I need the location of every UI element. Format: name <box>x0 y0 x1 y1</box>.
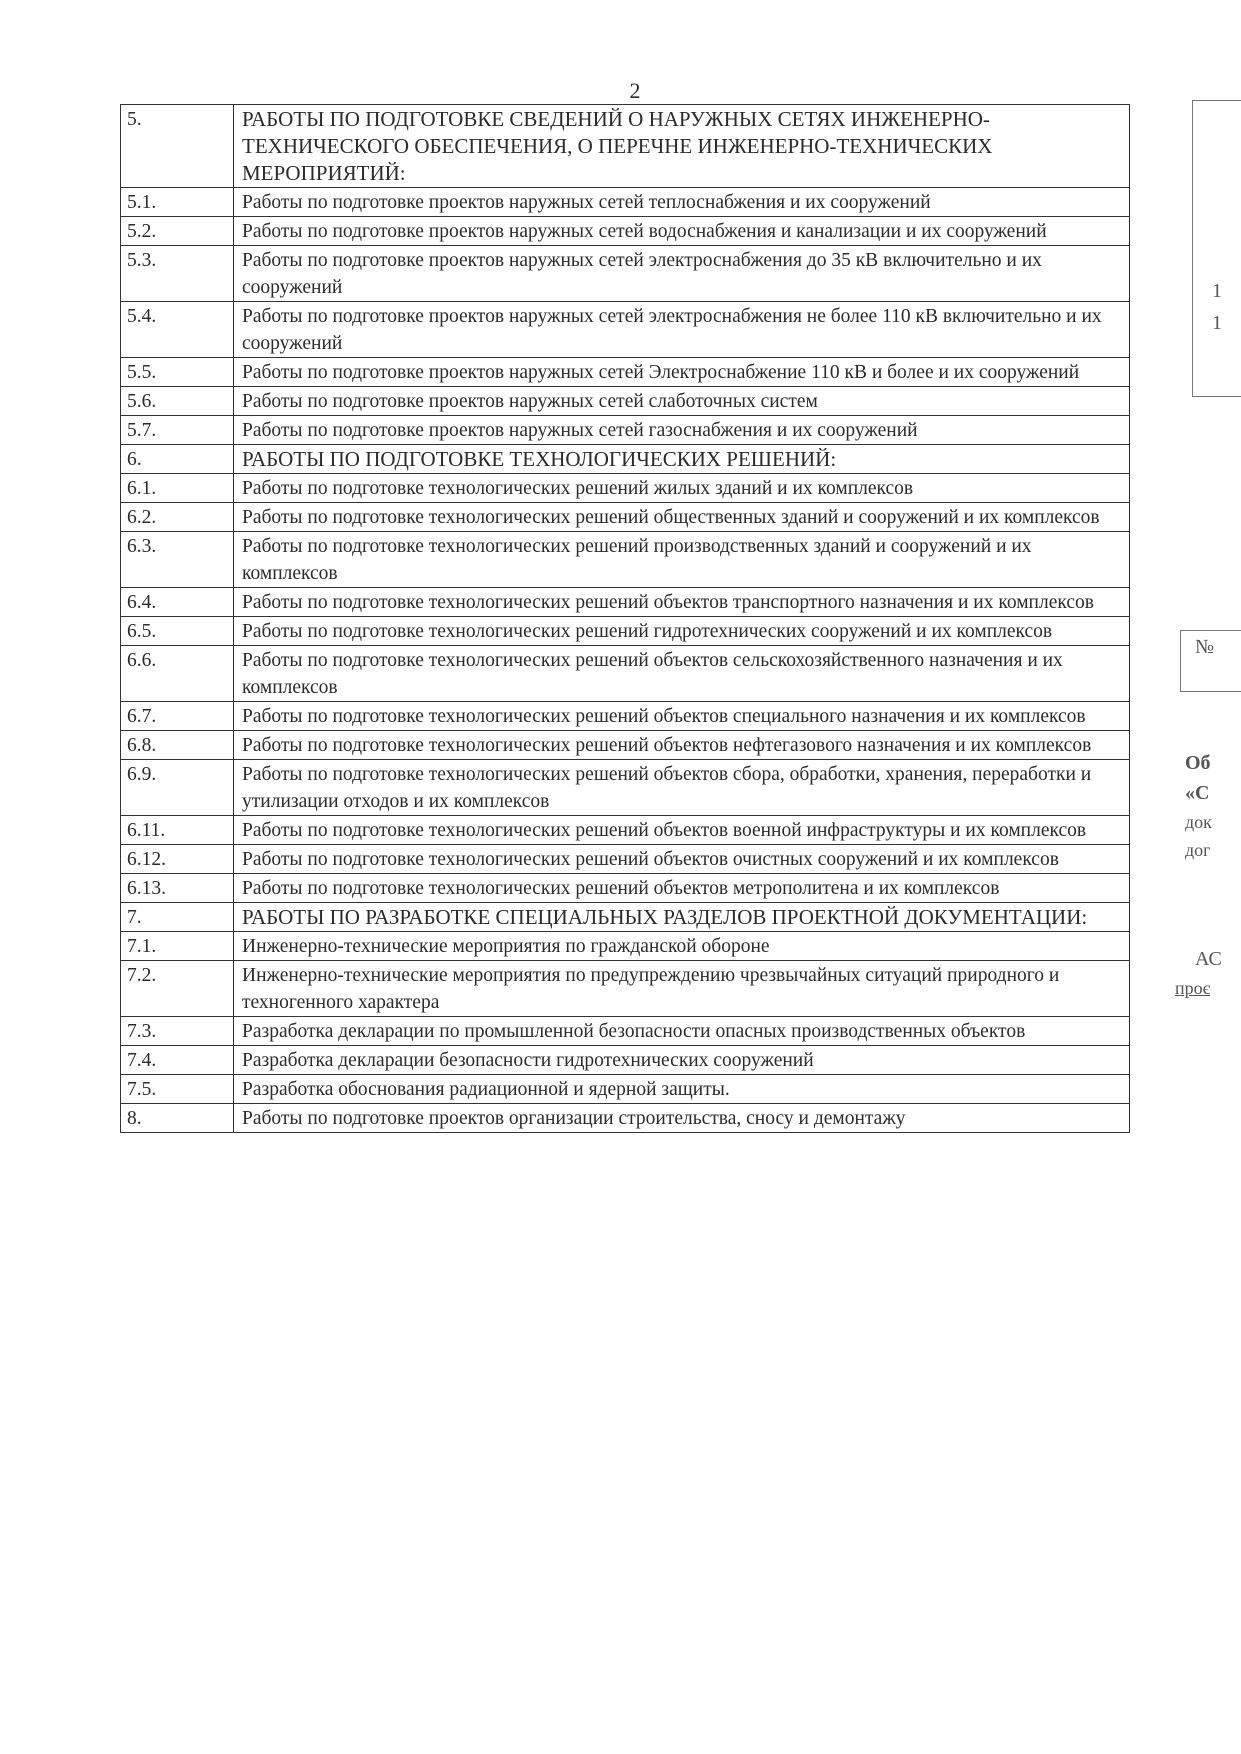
item-number: 6.12. <box>121 845 234 874</box>
item-number: 5.6. <box>121 387 234 416</box>
work-description: Работы по подготовке проектов организации строительства, сносу и демонтажу <box>234 1104 1130 1133</box>
item-number: 6. <box>121 445 234 474</box>
adjacent-page-fragment: «С <box>1185 782 1210 804</box>
works-table <box>120 104 1130 1133</box>
table-row <box>121 532 1130 588</box>
item-number: 6.6. <box>121 646 234 702</box>
work-description: Работы по подготовке технологических решений объектов нефтегазового назначения и их комплексов <box>234 731 1130 760</box>
table-row <box>121 246 1130 302</box>
work-description: Работы по подготовке технологических решений объектов сельскохозяйственного назначения и их комплексов <box>234 646 1130 702</box>
work-description: Инженерно-технические мероприятия по гражданской обороне <box>234 932 1130 961</box>
item-number: 6.2. <box>121 503 234 532</box>
work-description: Работы по подготовке технологических решений объектов транспортного назначения и их комплексов <box>234 588 1130 617</box>
table-row <box>121 188 1130 217</box>
item-number: 6.11. <box>121 816 234 845</box>
table-row <box>121 217 1130 246</box>
adjacent-page-frame-top <box>1192 100 1241 397</box>
adjacent-page-fragment: проє <box>1175 978 1211 998</box>
table-row <box>121 874 1130 903</box>
work-description: Работы по подготовке технологических решений объектов специального назначения и их комплексов <box>234 702 1130 731</box>
item-number: 5.7. <box>121 416 234 445</box>
item-number: 6.7. <box>121 702 234 731</box>
adjacent-page-fragment: № <box>1195 636 1215 658</box>
table-row <box>121 588 1130 617</box>
item-number: 5.5. <box>121 358 234 387</box>
table-row <box>121 961 1130 1017</box>
work-description: Работы по подготовке технологических решений объектов метрополитена и их комплексов <box>234 874 1130 903</box>
table-row <box>121 731 1130 760</box>
work-description: Работы по подготовке проектов наружных сетей слаботочных систем <box>234 387 1130 416</box>
work-description: Работы по подготовке технологических решений объектов очистных сооружений и их комплексов <box>234 845 1130 874</box>
table-row <box>121 1046 1130 1075</box>
adjacent-page-fragment: АС <box>1195 948 1222 970</box>
item-number: 6.9. <box>121 760 234 816</box>
item-number: 6.1. <box>121 474 234 503</box>
item-number: 5.4. <box>121 302 234 358</box>
table-row <box>121 702 1130 731</box>
table-row <box>121 445 1130 474</box>
table-row <box>121 1017 1130 1046</box>
adjacent-page-fragment: 1 <box>1212 312 1222 334</box>
work-description: Инженерно-технические мероприятия по предупреждению чрезвычайных ситуаций природного и техногенного характера <box>234 961 1130 1017</box>
table-row <box>121 903 1130 932</box>
item-number: 7.4. <box>121 1046 234 1075</box>
work-description: Работы по подготовке технологических решений гидротехнических сооружений и их комплексов <box>234 617 1130 646</box>
work-description: Работы по подготовке технологических решений жилых зданий и их комплексов <box>234 474 1130 503</box>
adjacent-page-fragment: док <box>1185 812 1212 832</box>
item-number: 7.1. <box>121 932 234 961</box>
item-number: 7. <box>121 903 234 932</box>
table-row <box>121 932 1130 961</box>
work-description: Работы по подготовке технологических решений общественных зданий и сооружений и их комплексов <box>234 503 1130 532</box>
item-number: 6.4. <box>121 588 234 617</box>
work-description: Работы по подготовке проектов наружных сетей водоснабжения и канализации и их сооружений <box>234 217 1130 246</box>
table-row <box>121 503 1130 532</box>
table-row <box>121 105 1130 188</box>
table-row <box>121 1104 1130 1133</box>
work-description: Работы по подготовке проектов наружных сетей электроснабжения до 35 кВ включительно и их сооружений <box>234 246 1130 302</box>
work-description: Работы по подготовке проектов наружных сетей электроснабжения не более 110 кВ включительно и их сооружений <box>234 302 1130 358</box>
item-number: 5.3. <box>121 246 234 302</box>
table-row <box>121 358 1130 387</box>
page-number: 2 <box>629 78 641 103</box>
table-row <box>121 646 1130 702</box>
item-number: 6.5. <box>121 617 234 646</box>
section-heading: РАБОТЫ ПО ПОДГОТОВКЕ СВЕДЕНИЙ О НАРУЖНЫХ СЕТЯХ ИНЖЕНЕРНО-ТЕХНИЧЕСКОГО ОБЕСПЕЧЕНИЯ, О ПЕРЕЧНЕ ИНЖЕНЕРНО-ТЕХНИЧЕСКИХ МЕРОПРИЯТИЙ: <box>234 105 1130 188</box>
work-description: Разработка декларации безопасности гидротехнических сооружений <box>234 1046 1130 1075</box>
item-number: 5.2. <box>121 217 234 246</box>
work-description: Работы по подготовке проектов наружных сетей теплоснабжения и их сооружений <box>234 188 1130 217</box>
table-row <box>121 816 1130 845</box>
item-number: 8. <box>121 1104 234 1133</box>
item-number: 6.8. <box>121 731 234 760</box>
item-number: 5.1. <box>121 188 234 217</box>
table-row <box>121 302 1130 358</box>
item-number: 7.5. <box>121 1075 234 1104</box>
work-description: Работы по подготовке проектов наружных сетей Электроснабжение 110 кВ и более и их сооружений <box>234 358 1130 387</box>
table-row <box>121 416 1130 445</box>
item-number: 5. <box>121 105 234 188</box>
adjacent-page-fragment: 1 <box>1212 280 1222 302</box>
table-row <box>121 474 1130 503</box>
table-row <box>121 760 1130 816</box>
work-description: Разработка обоснования радиационной и ядерной защиты. <box>234 1075 1130 1104</box>
adjacent-page-fragment: дог <box>1185 840 1211 860</box>
work-description: Работы по подготовке проектов наружных сетей газоснабжения и их сооружений <box>234 416 1130 445</box>
table-row <box>121 617 1130 646</box>
adjacent-page-fragment: Об <box>1185 752 1211 774</box>
table-row <box>121 387 1130 416</box>
work-description: Работы по подготовке технологических решений объектов военной инфраструктуры и их комплексов <box>234 816 1130 845</box>
table-row <box>121 1075 1130 1104</box>
section-heading: РАБОТЫ ПО РАЗРАБОТКЕ СПЕЦИАЛЬНЫХ РАЗДЕЛОВ ПРОЕКТНОЙ ДОКУМЕНТАЦИИ: <box>234 903 1130 932</box>
item-number: 7.3. <box>121 1017 234 1046</box>
item-number: 6.13. <box>121 874 234 903</box>
work-description: Работы по подготовке технологических решений производственных зданий и сооружений и их комплексов <box>234 532 1130 588</box>
item-number: 6.3. <box>121 532 234 588</box>
item-number: 7.2. <box>121 961 234 1017</box>
work-description: Работы по подготовке технологических решений объектов сбора, обработки, хранения, переработки и утилизации отходов и их комплексов <box>234 760 1130 816</box>
table-row <box>121 845 1130 874</box>
work-description: Разработка декларации по промышленной безопасности опасных производственных объектов <box>234 1017 1130 1046</box>
section-heading: РАБОТЫ ПО ПОДГОТОВКЕ ТЕХНОЛОГИЧЕСКИХ РЕШЕНИЙ: <box>234 445 1130 474</box>
